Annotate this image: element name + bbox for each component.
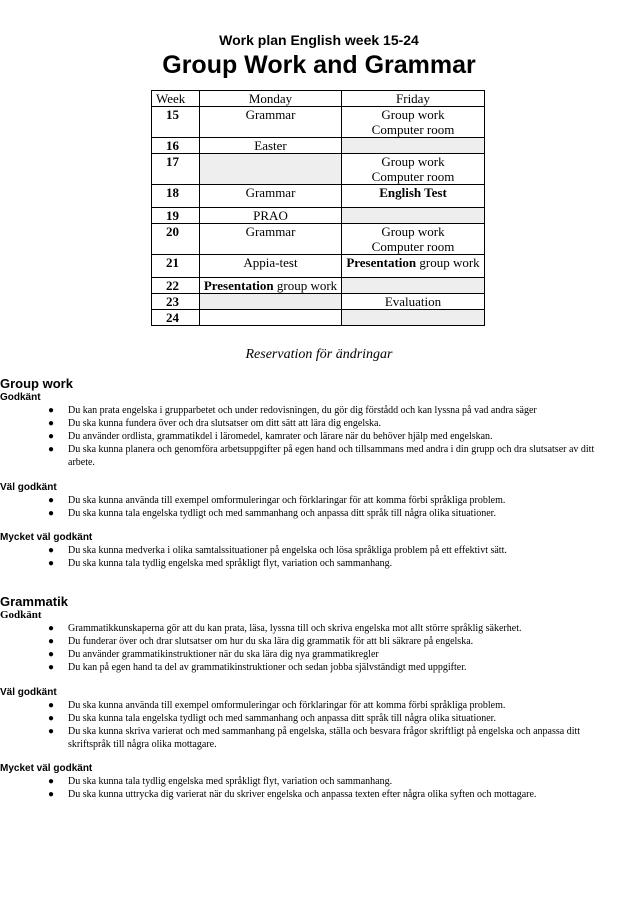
list-item [0, 712, 638, 725]
column-header-monday: Monday [200, 91, 342, 107]
monday-cell: Appia-test [200, 255, 342, 278]
level-label: Godkänt [0, 609, 42, 621]
schedule-header-row [152, 91, 485, 107]
table-row [152, 294, 485, 310]
schedule-table [151, 90, 485, 326]
monday-bold-text: Presentation [203, 278, 274, 293]
list-item-text: Du ska kunna tala engelska tydligt och med sammanhang och anpassa ditt språk till några olika situationer. [68, 713, 496, 724]
list-item-text: Du kan prata engelska i grupparbetet och under redovisningen, du gör dig förstådd och kan lyssna på vad andra säger [68, 405, 537, 416]
friday-cell [342, 208, 485, 224]
table-row [152, 310, 485, 326]
table-row [152, 278, 485, 294]
list-item [0, 494, 638, 507]
friday-line: Group work [381, 107, 445, 122]
week-cell: 18 [152, 185, 200, 208]
list-item [0, 430, 638, 443]
list-item [0, 544, 638, 557]
list-item [0, 404, 638, 417]
bullet-icon: ● [48, 776, 55, 787]
document-subtitle: Work plan English week 15-24 [219, 32, 419, 48]
list-item-text: Du ska kunna tala tydlig engelska med språkligt flyt, variation och sammanhang. [68, 776, 393, 787]
friday-cell [342, 138, 485, 154]
section-heading [0, 376, 638, 391]
week-cell: 21 [152, 255, 200, 278]
list-item [0, 635, 638, 648]
list-item [0, 507, 638, 520]
level-label: Godkänt [0, 392, 41, 403]
friday-bold-text: English Test [379, 185, 447, 200]
table-row [152, 185, 485, 208]
criteria-list [0, 544, 638, 570]
bullet-icon: ● [48, 545, 55, 556]
friday-cell [342, 107, 485, 138]
monday-cell: Grammar [200, 107, 342, 138]
list-item-text: Du ska kunna använda till exempel omformuleringar och förklaringar för att komma förbi språkliga problem. [68, 700, 506, 711]
list-item-text: Du använder ordlista, grammatikdel i läromedel, kamrater och lärare när du behöver hjälp med engelskan. [68, 431, 493, 442]
list-item-text: Du ska kunna planera och genomföra arbetsuppgifter på egen hand och tillsammans med andra i din grupp och dra slutsatser av ditt arbete. [68, 444, 595, 468]
bullet-icon: ● [48, 444, 55, 455]
table-row [152, 138, 485, 154]
list-item-text: Du ska kunna tala tydlig engelska med språkligt flyt, variation och sammanhang. [68, 558, 393, 569]
group-work-mycket-val-godkant [0, 531, 638, 570]
friday-line: Computer room [371, 122, 455, 137]
week-cell: 17 [152, 154, 200, 185]
bullet-icon: ● [48, 649, 55, 660]
monday-cell: Grammar [200, 185, 342, 208]
list-item [0, 622, 638, 635]
friday-line: Group work [381, 224, 445, 239]
level-label: Väl godkänt [0, 687, 57, 698]
friday-line: Group work [381, 154, 445, 169]
friday-line: Computer room [371, 239, 455, 254]
document-title: Group Work and Grammar [162, 51, 476, 79]
monday-cell [200, 154, 342, 185]
group-work-section [0, 376, 638, 469]
friday-cell [342, 255, 485, 278]
week-cell: 16 [152, 138, 200, 154]
criteria-list [0, 622, 638, 674]
list-item-text: Du ska kunna tala engelska tydligt och med sammanhang och anpassa ditt språk till några olika situationer. [68, 508, 496, 519]
list-item [0, 557, 638, 570]
week-cell: 15 [152, 107, 200, 138]
list-item [0, 443, 638, 469]
bullet-icon: ● [48, 431, 55, 442]
monday-cell [200, 310, 342, 326]
bullet-icon: ● [48, 508, 55, 519]
week-cell: 22 [152, 278, 200, 294]
criteria-list [0, 404, 638, 469]
reservation-note: Reservation för ändringar [245, 347, 393, 362]
list-item-text: Du funderar över och drar slutsatser om hur du ska lära dig grammatik för att bli säkrare på engelska. [68, 636, 474, 647]
list-item [0, 648, 638, 661]
bullet-icon: ● [48, 726, 55, 737]
table-row [152, 208, 485, 224]
friday-text: group work [416, 255, 480, 270]
week-cell: 20 [152, 224, 200, 255]
section-heading-text: Grammatik [0, 594, 68, 609]
list-item [0, 788, 638, 801]
section-heading-text: Group work [0, 376, 73, 391]
grammatik-section [0, 594, 638, 674]
list-item [0, 725, 638, 751]
table-row [152, 154, 485, 185]
monday-cell: Grammar [200, 224, 342, 255]
list-item-text: Du kan på egen hand ta del av grammatikinstruktioner och sedan jobba självständigt med uppgifter. [68, 662, 467, 673]
bullet-icon: ● [48, 713, 55, 724]
list-item-text: Du ska kunna uttrycka dig varierat när du skriver engelska och anpassa texten efter några olika syften och mottagare. [68, 789, 537, 800]
list-item-text: Du använder grammatikinstruktioner när du ska lära dig nya grammatikregler [68, 649, 379, 660]
friday-line: Computer room [371, 169, 455, 184]
list-item [0, 417, 638, 430]
table-row [152, 107, 485, 138]
grammatik-val-godkant [0, 686, 638, 751]
week-cell: 24 [152, 310, 200, 326]
list-item [0, 775, 638, 788]
friday-cell [342, 278, 485, 294]
list-item-text: Grammatikkunskaperna gör att du kan prata, läsa, lyssna till och skriva engelska mot allt större språklig säkerhet. [68, 623, 522, 634]
monday-cell [200, 278, 342, 294]
bullet-icon: ● [48, 405, 55, 416]
level-label: Väl godkänt [0, 482, 57, 493]
level-label: Mycket väl godkänt [0, 763, 93, 774]
bullet-icon: ● [48, 636, 55, 647]
group-work-val-godkant [0, 481, 638, 520]
list-item-text: Du ska kunna använda till exempel omformuleringar och förklaringar för att komma förbi språkliga problem. [68, 495, 506, 506]
grammatik-mycket-val-godkant [0, 762, 638, 801]
column-header-week: Week [152, 91, 200, 107]
list-item [0, 661, 638, 674]
section-heading [0, 594, 638, 609]
monday-cell [200, 294, 342, 310]
list-item-text: Du ska kunna fundera över och dra slutsatser om ditt sätt att lära dig engelska. [68, 418, 381, 429]
table-row [152, 255, 485, 278]
friday-cell [342, 224, 485, 255]
criteria-list [0, 775, 638, 801]
bullet-icon: ● [48, 623, 55, 634]
friday-bold-text: Presentation [346, 255, 417, 270]
monday-text: group work [273, 278, 338, 293]
friday-cell [342, 154, 485, 185]
friday-cell: Evaluation [342, 294, 485, 310]
friday-cell [342, 185, 485, 208]
bullet-icon: ● [48, 662, 55, 673]
table-row [152, 224, 485, 255]
week-cell: 19 [152, 208, 200, 224]
bullet-icon: ● [48, 418, 55, 429]
bullet-icon: ● [48, 558, 55, 569]
list-item-text: Du ska kunna skriva varierat och med sammanhang på engelska, ställa och besvara frågor skriftligt på engelska och anpassa ditt skriftspråk till några olika mottagare. [68, 726, 581, 750]
level-label: Mycket väl godkänt [0, 532, 93, 543]
monday-cell: PRAO [200, 208, 342, 224]
criteria-list [0, 494, 638, 520]
bullet-icon: ● [48, 789, 55, 800]
friday-cell [342, 310, 485, 326]
week-cell: 23 [152, 294, 200, 310]
bullet-icon: ● [48, 700, 55, 711]
criteria-list [0, 699, 638, 751]
column-header-friday: Friday [342, 91, 485, 107]
list-item-text: Du ska kunna medverka i olika samtalssituationer på engelska och lösa språkliga problem på ett effektivt sätt. [68, 545, 507, 556]
list-item [0, 699, 638, 712]
bullet-icon: ● [48, 495, 55, 506]
monday-cell: Easter [200, 138, 342, 154]
